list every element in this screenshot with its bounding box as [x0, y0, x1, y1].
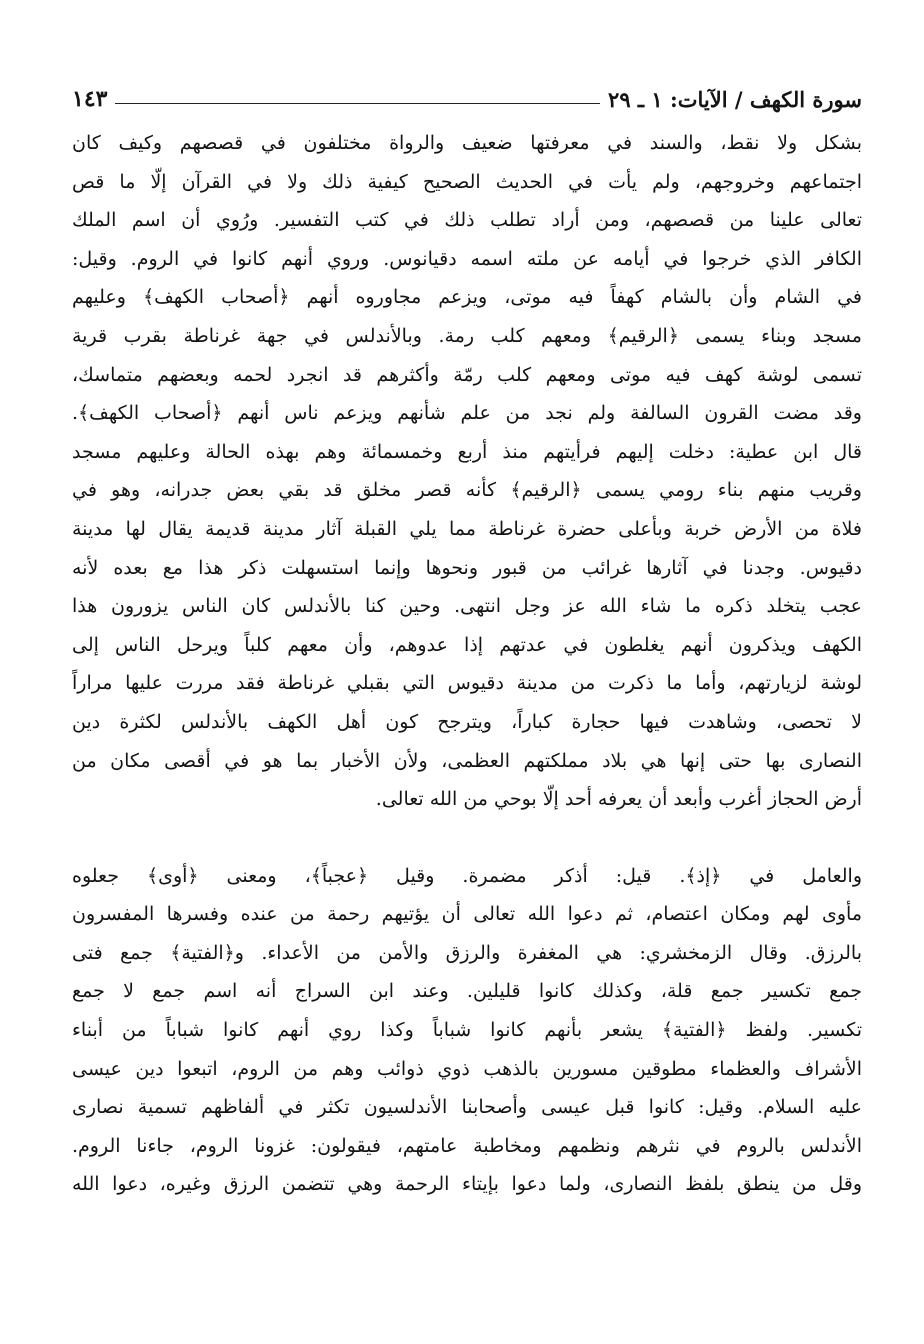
paragraph-gap	[72, 819, 862, 857]
page-number: ١٤٣	[72, 86, 108, 112]
text-line: جمع تكسير جمع قلة، وكذلك كانوا قليلين. وعند ابن السراج أنه اسم جمع لا جمع	[72, 980, 862, 1003]
text-line: فلاة من الأرض خربة وبأعلى حضرة غرناطة مما يلي القبلة آثار مدينة قديمة يقال لها مدينة	[72, 517, 862, 540]
text-line: الأشراف والعظماء مطوقين مسورين بالذهب ذوي ذوائب وهم من الروم، اتبعوا دين عيسى	[72, 1057, 862, 1080]
text-line: في الشام وأن بالشام كهفاً فيه موتى، ويزعم مجاوروه أنهم ﴿أصحاب الكهف﴾ وعليهم	[72, 286, 862, 309]
book-page	[72, 82, 862, 1322]
text-line: الأندلس بالروم في نثرهم ونظمهم ومخاطبة عامتهم، فيقولون: غزونا الروم، جاءنا الروم.	[72, 1134, 862, 1157]
body-text	[72, 124, 862, 1204]
text-line: عليه السلام. وقيل: كانوا قبل عيسى وأصحابنا الأندلسيون تكثر في ألفاظهم تسمية نصارى	[72, 1096, 862, 1119]
text-line: الكافر الذي خرجوا في أيامه عن ملته اسمه دقيانوس. وروي أنهم كانوا في الروم. وقيل:	[72, 247, 862, 270]
text-line: وقد مضت القرون السالفة ولم نجد من علم شأنهم ويزعم ناس أنهم ﴿أصحاب الكهف﴾.	[72, 402, 862, 425]
text-line: وقل من ينطق بلفظ النصارى، ولما دعوا بإيتاء الرحمة وهي تتضمن الرزق وغيره، دعوا الله	[72, 1173, 862, 1196]
text-line: النصارى بها حتى إنها هي بلاد مملكتهم العظمى، ولأن الأخبار بما هو في أقصى مكان من	[72, 749, 862, 772]
text-line: لوشة لزيارتهم، وأما ما ذكرت من مدينة دقيوس التي بقبلي غرناطة فقد مررت عليها مراراً	[72, 672, 862, 695]
text-line: وقريب منهم بناء رومي يسمى ﴿الرقيم﴾ كأنه قصر مخلق قد بقي بعض جدرانه، وهو في	[72, 479, 862, 502]
text-line: دقيوس. وجدنا في آثارها غرائب من قبور ونحوها وإنما استسهلت ذكر هذا مع بعده لأنه	[72, 556, 862, 579]
paragraph-2	[72, 857, 862, 1204]
header-rule	[115, 103, 600, 104]
text-line: عجب يتخلد ذكره ما شاء الله عز وجل انتهى. وحين كنا بالأندلس كان الناس يزورون هذا	[72, 595, 862, 618]
text-line: بالرزق. وقال الزمخشري: هي المغفرة والرزق والأمن من الأعداء. و﴿الفتية﴾ جمع فتى	[72, 941, 862, 964]
running-header	[72, 82, 862, 112]
text-line: تكسير. ولفظ ﴿الفتية﴾ يشعر بأنهم كانوا شباباً وكذا روي أنهم كانوا شباباً من أبناء	[72, 1019, 862, 1042]
text-line: أرض الحجاز أغرب وأبعد أن يعرفه أحد إلّا بوحي من الله تعالى.	[375, 788, 862, 811]
text-line: مأوى لهم ومكان اعتصام، ثم دعوا الله تعالى أن يؤتيهم رحمة من عنده وفسرها المفسرون	[72, 903, 862, 926]
text-line: تسمى لوشة كهف فيه موتى ومعهم كلب رمّة وأكثرهم قد انجرد لحمه وبعضهم متماسك،	[72, 363, 862, 386]
surah-title: سورة الكهف / الآيات: ١ ـ ٢٩	[608, 87, 862, 112]
text-line: بشكل ولا نقط، والسند في معرفتها ضعيف والرواة مختلفون في قصصهم وكيف كان	[72, 132, 862, 154]
text-line: تعالى علينا من قصصهم، ومن أراد تطلب ذلك في كتب التفسير. ورُوي أن اسم الملك	[72, 209, 862, 232]
text-line: الكهف ويذكرون أنهم يغلطون في عدتهم إذا عدوهم، وأن معهم كلباً ويرحل الناس إلى	[72, 633, 862, 656]
paragraph-1	[72, 124, 862, 819]
text-line: قال ابن عطية: دخلت إليهم فرأيتهم منذ أربع وخمسمائة وهم بهذه الحالة وعليهم مسجد	[72, 440, 862, 463]
text-line: والعامل في ﴿إذ﴾. قيل: أذكر مضمرة. وقيل ﴿عجباً﴾، ومعنى ﴿أوى﴾ جعلوه	[72, 864, 862, 887]
text-line: لا تحصى، وشاهدت فيها حجارة كباراً، ويترجح كون أهل الكهف بالأندلس لكثرة دين	[72, 710, 862, 733]
text-line: اجتماعهم وخروجهم، ولم يأت في الحديث الصحيح كيفية ذلك ولا في القرآن إلّا ما قص	[72, 170, 862, 193]
text-line: مسجد وبناء يسمى ﴿الرقيم﴾ ومعهم كلب رمة. وبالأندلس في جهة غرناطة بقرب قرية	[72, 324, 862, 347]
